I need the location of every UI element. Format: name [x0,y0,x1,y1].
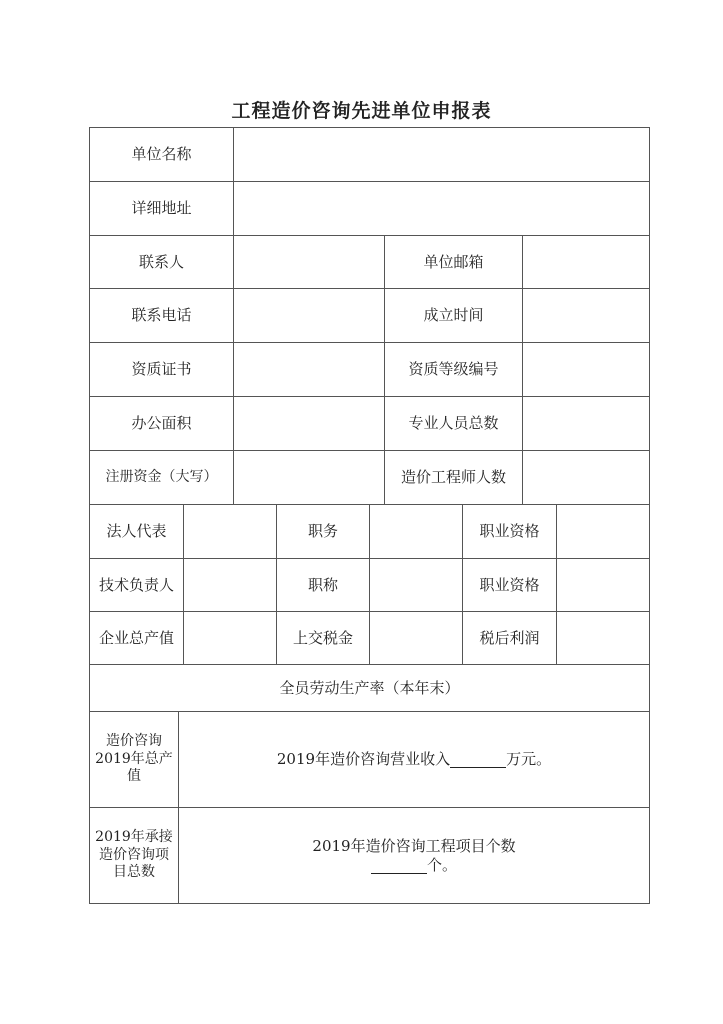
label-title-rank: 职称 [307,575,338,594]
reg-capital-field[interactable] [234,451,384,504]
label-tax: 上交税金 [292,628,353,647]
founded-field[interactable] [523,289,649,342]
phone-field[interactable] [234,289,384,342]
tax-field[interactable] [370,612,462,664]
projects-statement [179,808,649,903]
legal-rep-field[interactable] [184,505,276,558]
label-founded: 成立时间 [423,306,484,325]
label-net-profit: 税后利润 [479,628,540,647]
label-phone: 联系电话 [131,306,192,325]
position-field[interactable] [370,505,462,558]
label-labor-productivity: 全员劳动生产率（本年末） [279,678,460,697]
total-output-field[interactable] [184,612,276,664]
label-projects-2019: 2019年承接造价咨询项目总数 [95,829,173,881]
revenue-suffix: 万元。 [506,750,552,769]
label-position: 职务 [307,522,338,541]
label-cert-level-no: 资质等级编号 [408,360,499,379]
qualification-2-field[interactable] [557,559,649,611]
cert-level-no-field[interactable] [523,343,649,396]
professionals-field[interactable] [523,397,649,450]
label-contact: 联系人 [138,252,184,271]
tech-lead-field[interactable] [184,559,276,611]
revenue-statement [179,712,649,807]
form-title: 工程造价咨询先进单位申报表 [231,100,492,122]
label-email: 单位邮箱 [423,252,484,271]
revenue-prefix: 2019年造价咨询营业收入 [276,750,451,769]
contact-field[interactable] [234,236,384,288]
address-field[interactable] [234,182,649,235]
label-tech-lead: 技术负责人 [98,575,174,594]
office-area-field[interactable] [234,397,384,450]
label-cost-engineers: 造价工程师人数 [400,468,506,487]
label-professionals: 专业人员总数 [408,414,499,433]
revenue-blank[interactable] [450,751,506,768]
projects-suffix: 个。 [426,855,457,874]
cost-engineers-field[interactable] [523,451,649,504]
projects-blank[interactable] [371,857,427,874]
projects-line-1: 2019年造价咨询工程项目个数 [312,836,516,855]
label-unit-name: 单位名称 [131,145,192,164]
net-profit-field[interactable] [557,612,649,664]
label-qualification-1: 职业资格 [479,522,540,541]
label-output-2019: 造价咨询2019年总产值 [95,733,173,785]
unit-name-field[interactable] [234,128,649,181]
label-total-output: 企业总产值 [98,628,174,647]
label-legal-rep: 法人代表 [106,522,167,541]
label-certificate: 资质证书 [131,360,192,379]
email-field[interactable] [523,236,649,288]
label-qualification-2: 职业资格 [479,575,540,594]
label-address: 详细地址 [131,199,192,218]
label-reg-capital: 注册资金（大写） [105,468,218,485]
certificate-field[interactable] [234,343,384,396]
label-office-area: 办公面积 [131,414,192,433]
title-rank-field[interactable] [370,559,462,611]
qualification-1-field[interactable] [557,505,649,558]
